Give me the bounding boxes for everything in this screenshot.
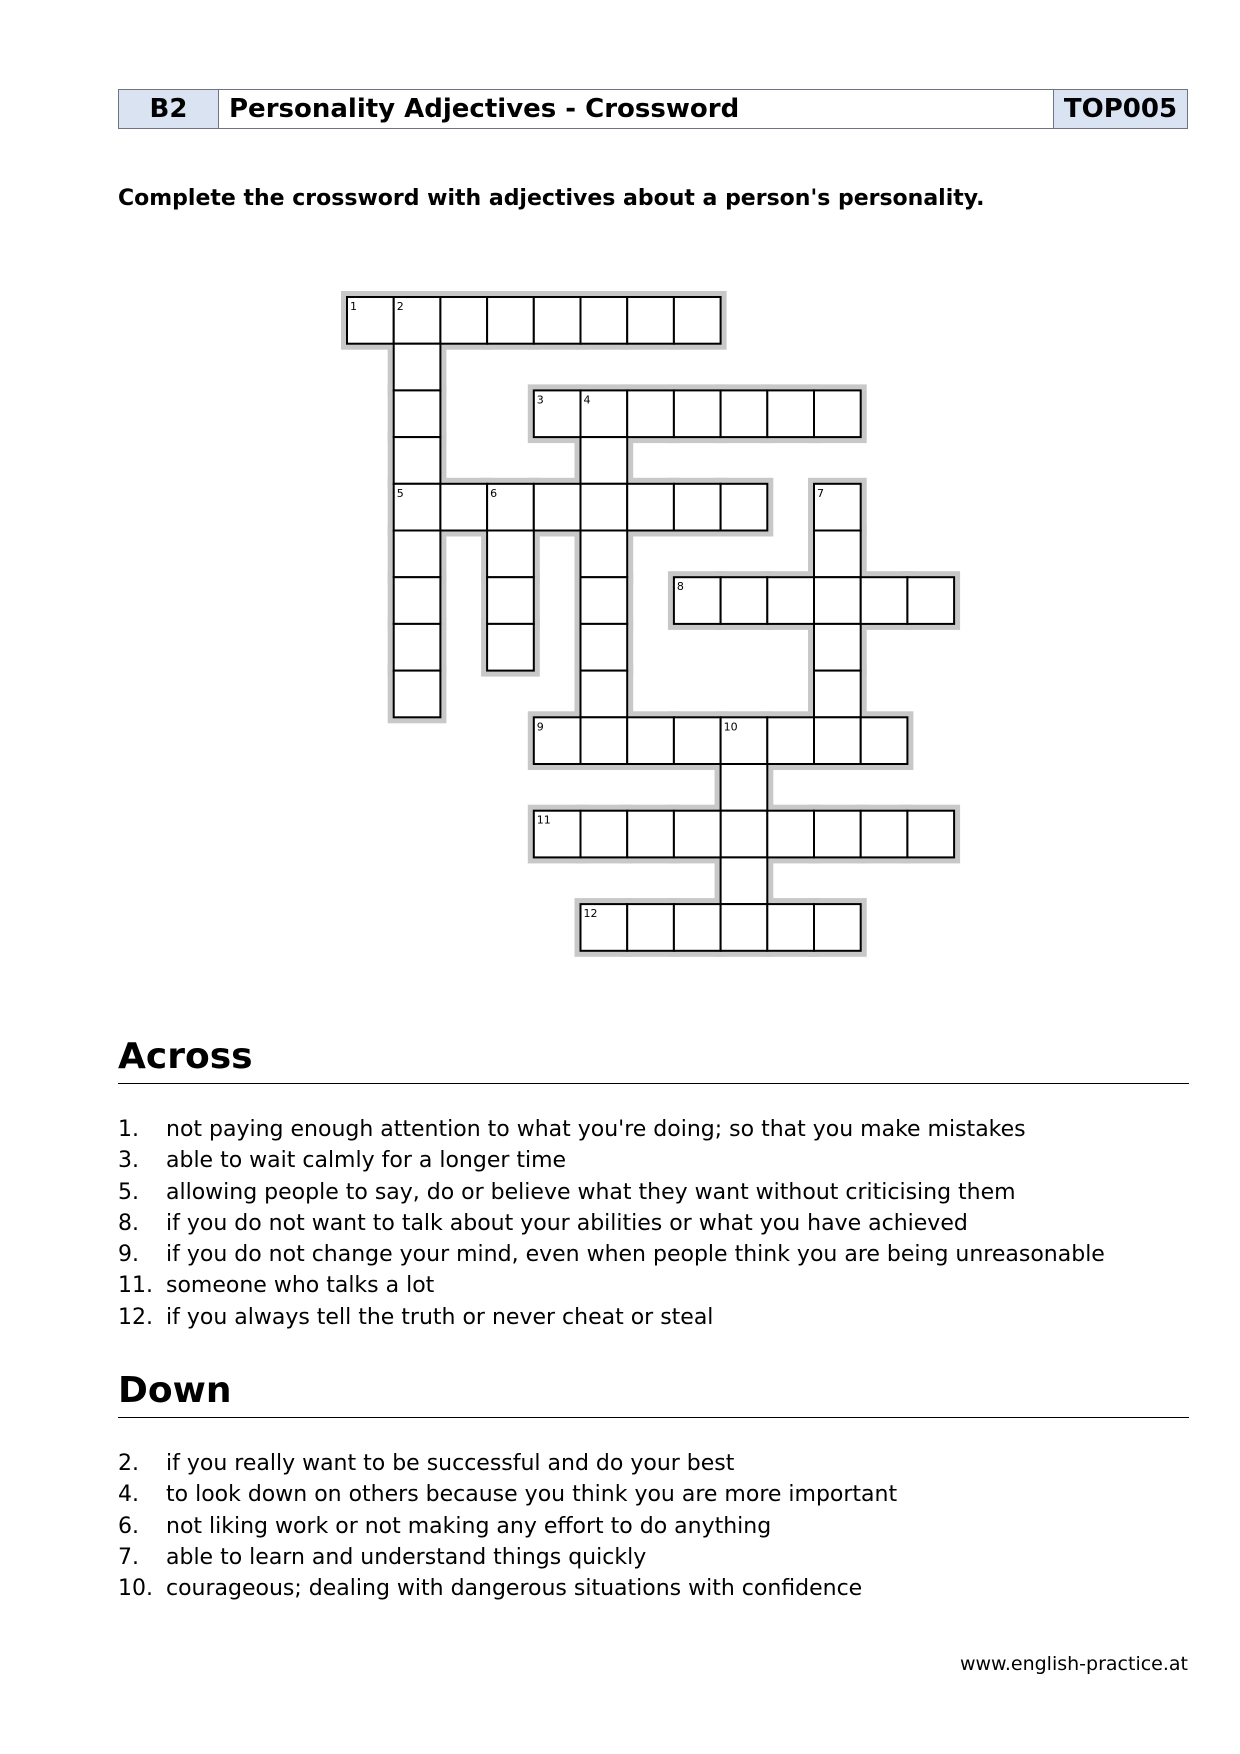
clue-text: allowing people to say, do or believe what they want without criticising them — [166, 1179, 1016, 1205]
crossword-cell[interactable] — [581, 671, 628, 718]
crossword-cell[interactable] — [767, 390, 814, 437]
crossword-cell[interactable] — [767, 577, 814, 624]
crossword-cell[interactable] — [581, 297, 628, 344]
clue-number: 3. — [118, 1148, 139, 1174]
crossword-cell[interactable] — [674, 297, 721, 344]
crossword-cell[interactable] — [627, 484, 674, 531]
crossword-cell[interactable] — [721, 811, 768, 858]
crossword-cell[interactable] — [394, 671, 441, 718]
clue-item — [118, 1239, 1198, 1270]
crossword-cell[interactable] — [394, 577, 441, 624]
clue-item — [118, 1573, 1198, 1604]
clue-text: courageous; dealing with dangerous situations with confidence — [166, 1576, 863, 1602]
crossword-cell[interactable] — [487, 624, 534, 671]
crossword-cell[interactable] — [534, 484, 581, 531]
across-clue-list — [118, 1114, 1198, 1333]
clue-number: 1. — [118, 1117, 139, 1142]
crossword-cell[interactable] — [721, 857, 768, 904]
clue-text: not paying enough attention to what you're doing; so that you make mistakes — [166, 1117, 1026, 1142]
down-heading: Down — [118, 1369, 1189, 1418]
clue-number: 2. — [118, 1451, 139, 1476]
crossword-cell[interactable] — [487, 577, 534, 624]
cell-number: 3 — [536, 393, 544, 407]
crossword-cell[interactable] — [674, 811, 721, 858]
crossword-cell[interactable] — [674, 904, 721, 951]
footer-url: www.english-practice.at — [959, 1653, 1188, 1675]
crossword-cell[interactable] — [814, 577, 861, 624]
crossword-cell[interactable] — [581, 484, 628, 531]
clue-item — [118, 1302, 1198, 1333]
clue-item — [118, 1145, 1198, 1176]
crossword-cell[interactable] — [814, 390, 861, 437]
crossword-cell[interactable] — [767, 904, 814, 951]
crossword-cell[interactable] — [440, 484, 487, 531]
crossword-cell[interactable] — [814, 717, 861, 764]
clue-number: 5. — [118, 1179, 139, 1205]
crossword-cell[interactable] — [814, 671, 861, 718]
crossword-cell[interactable] — [627, 717, 674, 764]
crossword-cell[interactable] — [440, 297, 487, 344]
crossword-cell[interactable] — [581, 717, 628, 764]
down-clue-list — [118, 1448, 1198, 1604]
crossword-cell[interactable] — [721, 577, 768, 624]
cell-number: 12 — [583, 907, 598, 921]
crossword-cell[interactable] — [581, 437, 628, 484]
crossword-cell[interactable] — [627, 297, 674, 344]
crossword-cell[interactable] — [627, 904, 674, 951]
crossword-cell[interactable] — [674, 717, 721, 764]
crossword-cell[interactable] — [581, 624, 628, 671]
crossword-cell[interactable] — [861, 717, 908, 764]
crossword-cell[interactable] — [814, 531, 861, 578]
crossword-cell[interactable] — [581, 811, 628, 858]
cell-number: 1 — [350, 300, 357, 313]
clue-item — [118, 1208, 1198, 1239]
crossword-cell[interactable] — [394, 531, 441, 578]
crossword-cell[interactable] — [674, 390, 721, 437]
cell-number: 6 — [490, 486, 498, 500]
clue-text: to look down on others because you think you are more important — [166, 1482, 898, 1508]
across-heading: Across — [118, 1035, 1189, 1084]
crossword-cell[interactable] — [394, 344, 441, 391]
clue-item — [118, 1177, 1198, 1208]
clue-number: 7. — [118, 1544, 139, 1570]
clue-number: 9. — [118, 1242, 139, 1268]
clue-text: able to learn and understand things quickly — [166, 1544, 647, 1570]
clue-item — [118, 1479, 1198, 1510]
crossword-cell[interactable] — [814, 904, 861, 951]
clue-text: if you do not want to talk about your abilities or what you have achieved — [166, 1210, 968, 1236]
crossword-cell[interactable] — [674, 484, 721, 531]
clue-item — [118, 1511, 1198, 1542]
clue-number: 11. — [118, 1273, 153, 1299]
clue-number: 6. — [118, 1513, 139, 1539]
crossword-cell[interactable] — [627, 390, 674, 437]
crossword-cell[interactable] — [487, 297, 534, 344]
clue-item — [118, 1270, 1198, 1301]
cell-number: 10 — [723, 720, 738, 734]
cell-number: 5 — [396, 486, 404, 500]
clue-text: if you always tell the truth or never cheat or steal — [166, 1304, 714, 1330]
clue-item — [118, 1448, 1198, 1479]
crossword-cell[interactable] — [721, 904, 768, 951]
crossword-cell[interactable] — [861, 577, 908, 624]
crossword-cell[interactable] — [487, 531, 534, 578]
crossword-cell[interactable] — [394, 390, 441, 437]
crossword-cell[interactable] — [907, 811, 954, 858]
crossword-cell[interactable] — [534, 297, 581, 344]
crossword-cell[interactable] — [394, 437, 441, 484]
cell-number: 2 — [396, 300, 404, 313]
crossword-cell[interactable] — [627, 811, 674, 858]
cell-number: 7 — [817, 486, 824, 500]
crossword-cell[interactable] — [581, 531, 628, 578]
cell-number: 4 — [583, 393, 591, 407]
crossword-cell[interactable] — [394, 624, 441, 671]
crossword-cell[interactable] — [721, 764, 768, 811]
crossword-cell[interactable] — [767, 811, 814, 858]
clue-item — [118, 1114, 1198, 1145]
clue-number: 4. — [118, 1482, 139, 1508]
worksheet-code: TOP005 — [1053, 90, 1187, 128]
clue-text: if you really want to be successful and do your best — [166, 1451, 735, 1476]
level-badge: B2 — [119, 90, 219, 128]
clue-item — [118, 1542, 1198, 1573]
cell-number: 11 — [536, 813, 551, 827]
worksheet-title: Personality Adjectives - Crossword — [229, 94, 740, 124]
cell-number: 9 — [536, 720, 544, 734]
crossword-cell[interactable] — [721, 484, 768, 531]
clue-number: 8. — [118, 1210, 139, 1236]
clue-text: if you do not change your mind, even when people think you are being unreasonable — [166, 1242, 1105, 1268]
crossword-cell[interactable] — [907, 577, 954, 624]
clue-number: 12. — [118, 1304, 153, 1330]
crossword-cell[interactable] — [581, 577, 628, 624]
crossword-cell[interactable] — [814, 624, 861, 671]
clue-text: able to wait calmly for a longer time — [166, 1148, 567, 1174]
instruction-text: Complete the crossword with adjectives about a person's personality. — [118, 186, 985, 211]
clue-text: someone who talks a lot — [166, 1273, 435, 1299]
crossword-cell[interactable] — [721, 390, 768, 437]
crossword-cell[interactable] — [861, 811, 908, 858]
crossword-cell[interactable] — [767, 717, 814, 764]
crossword-cell[interactable] — [814, 811, 861, 858]
cell-number: 8 — [676, 580, 684, 594]
clue-number: 10. — [118, 1576, 153, 1602]
clue-text: not liking work or not making any effort to do anything — [166, 1513, 772, 1539]
